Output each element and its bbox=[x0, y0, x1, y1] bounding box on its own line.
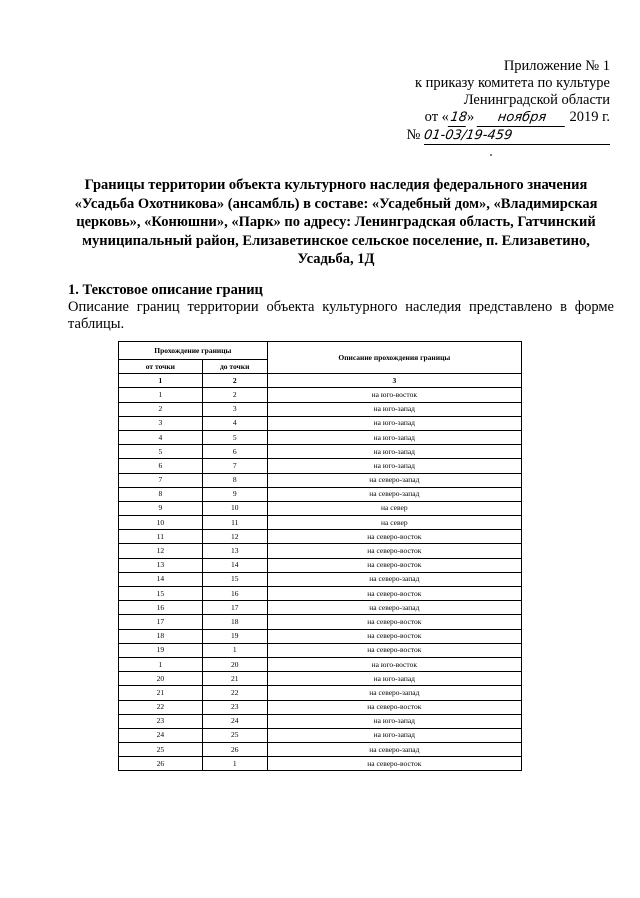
from-point-cell: 17 bbox=[119, 615, 203, 629]
to-point-cell: 20 bbox=[202, 657, 267, 671]
direction-cell: на северо-восток bbox=[267, 629, 521, 643]
from-point-cell: 12 bbox=[119, 544, 203, 558]
table-row bbox=[119, 757, 522, 771]
table-row bbox=[119, 416, 522, 430]
from-point-cell: 22 bbox=[119, 700, 203, 714]
to-point-cell: 12 bbox=[202, 530, 267, 544]
direction-cell: на северо-запад bbox=[267, 743, 521, 757]
order-date bbox=[407, 109, 610, 127]
to-point-cell: 16 bbox=[202, 587, 267, 601]
to-point-cell: 24 bbox=[202, 714, 267, 728]
direction-cell: на юго-запад bbox=[267, 402, 521, 416]
from-point-cell: 15 bbox=[119, 587, 203, 601]
direction-cell: на северо-восток bbox=[267, 530, 521, 544]
direction-cell: на север bbox=[267, 516, 521, 530]
direction-cell: на северо-восток bbox=[267, 615, 521, 629]
to-point-cell: 13 bbox=[202, 544, 267, 558]
from-point-cell: 3 bbox=[119, 416, 203, 430]
to-point-cell: 2 bbox=[202, 388, 267, 402]
to-point-cell: 7 bbox=[202, 459, 267, 473]
to-point-cell: 25 bbox=[202, 728, 267, 742]
table-row bbox=[119, 714, 522, 728]
to-point-cell: 10 bbox=[202, 501, 267, 515]
table-row bbox=[119, 544, 522, 558]
to-point-cell: 22 bbox=[202, 686, 267, 700]
from-point-cell: 20 bbox=[119, 672, 203, 686]
to-point-cell: 1 bbox=[202, 757, 267, 771]
table-row bbox=[119, 728, 522, 742]
table-row bbox=[119, 558, 522, 572]
region-name: Ленинградской области bbox=[463, 92, 610, 108]
to-point-cell: 19 bbox=[202, 629, 267, 643]
section-1 bbox=[68, 282, 614, 333]
from-point-cell: 19 bbox=[119, 643, 203, 657]
section-text: Описание границ территории объекта культурного наследия представлено в форме таблицы. bbox=[68, 299, 614, 332]
direction-cell: на юго-запад bbox=[267, 430, 521, 444]
direction-cell: на северо-запад bbox=[267, 601, 521, 615]
date-month: ноября bbox=[477, 109, 568, 127]
to-point-cell: 26 bbox=[202, 743, 267, 757]
from-point-cell: 5 bbox=[119, 445, 203, 459]
from-point-cell: 13 bbox=[119, 558, 203, 572]
to-point-cell: 9 bbox=[202, 487, 267, 501]
from-point-cell: 16 bbox=[119, 601, 203, 615]
to-point-cell: 18 bbox=[202, 615, 267, 629]
to-point-cell: 4 bbox=[202, 416, 267, 430]
table-row bbox=[119, 587, 522, 601]
table-row bbox=[119, 743, 522, 757]
to-point-cell: 23 bbox=[202, 700, 267, 714]
direction-cell: на юго-запад bbox=[267, 459, 521, 473]
table-row bbox=[119, 572, 522, 586]
direction-cell: на северо-восток bbox=[267, 757, 521, 771]
column-number: 3 bbox=[267, 374, 521, 388]
direction-cell: на юго-запад bbox=[267, 416, 521, 430]
from-point-cell: 1 bbox=[119, 388, 203, 402]
table-row bbox=[119, 672, 522, 686]
direction-cell: на юго-запад bbox=[267, 728, 521, 742]
from-point-cell: 23 bbox=[119, 714, 203, 728]
from-point-cell: 11 bbox=[119, 530, 203, 544]
to-point-cell: 6 bbox=[202, 445, 267, 459]
table-row bbox=[119, 657, 522, 671]
from-point-cell: 8 bbox=[119, 487, 203, 501]
table-row bbox=[119, 643, 522, 657]
header-to-point: до точки bbox=[202, 360, 267, 374]
table-row bbox=[119, 501, 522, 515]
column-number: 2 bbox=[202, 374, 267, 388]
header-boundary-passage: Прохождение границы bbox=[119, 342, 268, 360]
table-row bbox=[119, 615, 522, 629]
order-number bbox=[407, 127, 610, 145]
header-description: Описание прохождения границы bbox=[267, 342, 521, 374]
to-point-cell: 21 bbox=[202, 672, 267, 686]
date-mid: » bbox=[466, 109, 475, 125]
to-point-cell: 11 bbox=[202, 516, 267, 530]
direction-cell: на северо-восток bbox=[267, 544, 521, 558]
from-point-cell: 14 bbox=[119, 572, 203, 586]
date-year: 2019 г. bbox=[569, 109, 610, 125]
from-point-cell: 25 bbox=[119, 743, 203, 757]
boundary-table bbox=[118, 341, 522, 771]
number-value: 01-03/19-459 bbox=[422, 128, 514, 143]
from-point-cell: 24 bbox=[119, 728, 203, 742]
number-prefix: № bbox=[406, 127, 421, 143]
direction-cell: на юго-запад bbox=[267, 672, 521, 686]
header-from-point: от точки bbox=[119, 360, 203, 374]
direction-cell: на северо-восток bbox=[267, 587, 521, 601]
date-prefix: от « bbox=[424, 109, 449, 125]
direction-cell: на северо-запад bbox=[267, 572, 521, 586]
table-row bbox=[119, 516, 522, 530]
from-point-cell: 2 bbox=[119, 402, 203, 416]
section-title: 1. Текстовое описание границ bbox=[68, 282, 263, 298]
direction-cell: на юго-восток bbox=[267, 657, 521, 671]
direction-cell: на юго-запад bbox=[267, 714, 521, 728]
column-number: 1 bbox=[119, 374, 203, 388]
table-row bbox=[119, 700, 522, 714]
appendix-label: Приложение № 1 bbox=[503, 58, 610, 74]
to-point-cell: 14 bbox=[202, 558, 267, 572]
table-row bbox=[119, 388, 522, 402]
scan-dot bbox=[490, 154, 492, 156]
from-point-cell: 6 bbox=[119, 459, 203, 473]
to-point-cell: 1 bbox=[202, 643, 267, 657]
date-day: 18 bbox=[449, 110, 469, 125]
direction-cell: на северо-восток bbox=[267, 558, 521, 572]
table-row bbox=[119, 530, 522, 544]
direction-cell: на северо-запад bbox=[267, 487, 521, 501]
from-point-cell: 21 bbox=[119, 686, 203, 700]
to-point-cell: 3 bbox=[202, 402, 267, 416]
from-point-cell: 10 bbox=[119, 516, 203, 530]
table-row bbox=[119, 629, 522, 643]
table-row bbox=[119, 445, 522, 459]
from-point-cell: 26 bbox=[119, 757, 203, 771]
direction-cell: на юго-запад bbox=[267, 445, 521, 459]
document-header bbox=[407, 58, 610, 145]
table-row bbox=[119, 430, 522, 444]
document-title: Границы территории объекта культурного наследия федерального значения «Усадьба Охотникова» (ансамбль) в составе: «Усадебный дом», «Владимирская церковь», «Конюшни», «Парк» по адресу: Ленинградская область, Гатчинский муниципальный район, Елизаветинское сельское поселение, п. Елизаветино, Усадьба, 1Д bbox=[74, 177, 598, 267]
direction-cell: на северо-запад bbox=[267, 686, 521, 700]
table-row bbox=[119, 487, 522, 501]
to-point-cell: 8 bbox=[202, 473, 267, 487]
direction-cell: на северо-запад bbox=[267, 473, 521, 487]
direction-cell: на север bbox=[267, 501, 521, 515]
table-row bbox=[119, 459, 522, 473]
table-row bbox=[119, 686, 522, 700]
table-row bbox=[119, 601, 522, 615]
from-point-cell: 18 bbox=[119, 629, 203, 643]
from-point-cell: 7 bbox=[119, 473, 203, 487]
table-row bbox=[119, 473, 522, 487]
table-row bbox=[119, 402, 522, 416]
to-point-cell: 5 bbox=[202, 430, 267, 444]
from-point-cell: 9 bbox=[119, 501, 203, 515]
from-point-cell: 4 bbox=[119, 430, 203, 444]
to-point-cell: 15 bbox=[202, 572, 267, 586]
direction-cell: на юго-восток bbox=[267, 388, 521, 402]
direction-cell: на северо-восток bbox=[267, 700, 521, 714]
to-point-cell: 17 bbox=[202, 601, 267, 615]
direction-cell: на северо-восток bbox=[267, 643, 521, 657]
order-reference: к приказу комитета по культуре bbox=[414, 75, 610, 91]
from-point-cell: 1 bbox=[119, 657, 203, 671]
